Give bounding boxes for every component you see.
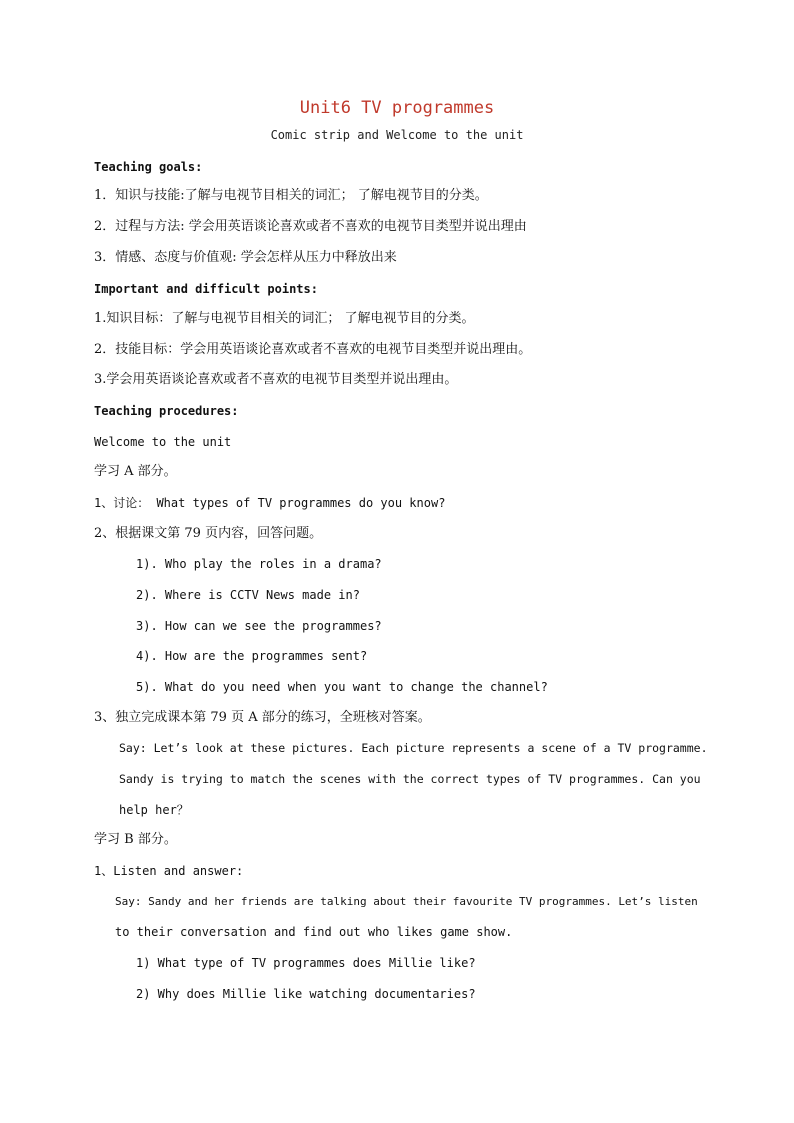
point-line-1: 1.知识目标：了解与电视节目相关的词汇； 了解电视节目的分类。 — [94, 311, 475, 326]
say-a-line-1: Say: Let’s look at these pictures. Each picture represents a scene of a TV programme. — [119, 741, 708, 755]
say-a-line-3: help her？ — [119, 803, 189, 817]
say-b-line-1: Say: Sandy and her friends are talking about their favourite TV programmes. Let’s listen — [115, 895, 698, 908]
say-b-line-2: to their conversation and find out who likes game show. — [115, 925, 513, 939]
question-a-3: 3). How can we see the programmes? — [136, 619, 382, 633]
question-b-1: 1) What type of TV programmes does Millie like? — [136, 956, 476, 970]
question-b-2: 2) Why does Millie like watching documentaries? — [136, 987, 476, 1001]
step-a-3: 3、独立完成课本第 79 页 A 部分的练习，全班核对答案。 — [94, 710, 431, 725]
section-part-b: 学习 B 部分。 — [94, 832, 177, 847]
question-a-4: 4). How are the programmes sent? — [136, 649, 368, 663]
step-b-1: 1、Listen and answer: — [94, 864, 244, 878]
step-a-2: 2、根据课文第 79 页内容，回答问题。 — [94, 526, 323, 541]
heading-important-points: Important and difficult points: — [94, 282, 318, 296]
point-line-2: 2．技能目标：学会用英语谈论喜欢或者不喜欢的电视节目类型并说出理由。 — [94, 342, 532, 357]
question-a-5: 5). What do you need when you want to change the channel? — [136, 680, 548, 694]
say-a-line-2: Sandy is trying to match the scenes with the correct types of TV programmes. Can you — [119, 772, 701, 786]
heading-teaching-goals: Teaching goals: — [94, 160, 203, 174]
page-subtitle: Comic strip and Welcome to the unit — [270, 128, 524, 142]
goal-line-1: 1．知识与技能:了解与电视节目相关的词汇； 了解电视节目的分类。 — [94, 188, 488, 203]
point-line-3: 3.学会用英语谈论喜欢或者不喜欢的电视节目类型并说出理由。 — [94, 372, 458, 387]
step-a-1: 1、讨论： What types of TV programmes do you know? — [94, 496, 446, 510]
section-part-a: 学习 A 部分。 — [94, 464, 177, 479]
question-a-2: 2). Where is CCTV News made in? — [136, 588, 360, 602]
heading-teaching-procedures: Teaching procedures: — [94, 404, 239, 418]
goal-line-3: 3．情感、态度与价值观: 学会怎样从压力中释放出来 — [94, 250, 397, 265]
goal-line-2: 2．过程与方法: 学会用英语谈论喜欢或者不喜欢的电视节目类型并说出理由 — [94, 219, 527, 234]
page-title: Unit6 TV programmes — [299, 98, 495, 118]
question-a-1: 1). Who play the roles in a drama? — [136, 557, 382, 571]
section-welcome: Welcome to the unit — [94, 435, 232, 449]
